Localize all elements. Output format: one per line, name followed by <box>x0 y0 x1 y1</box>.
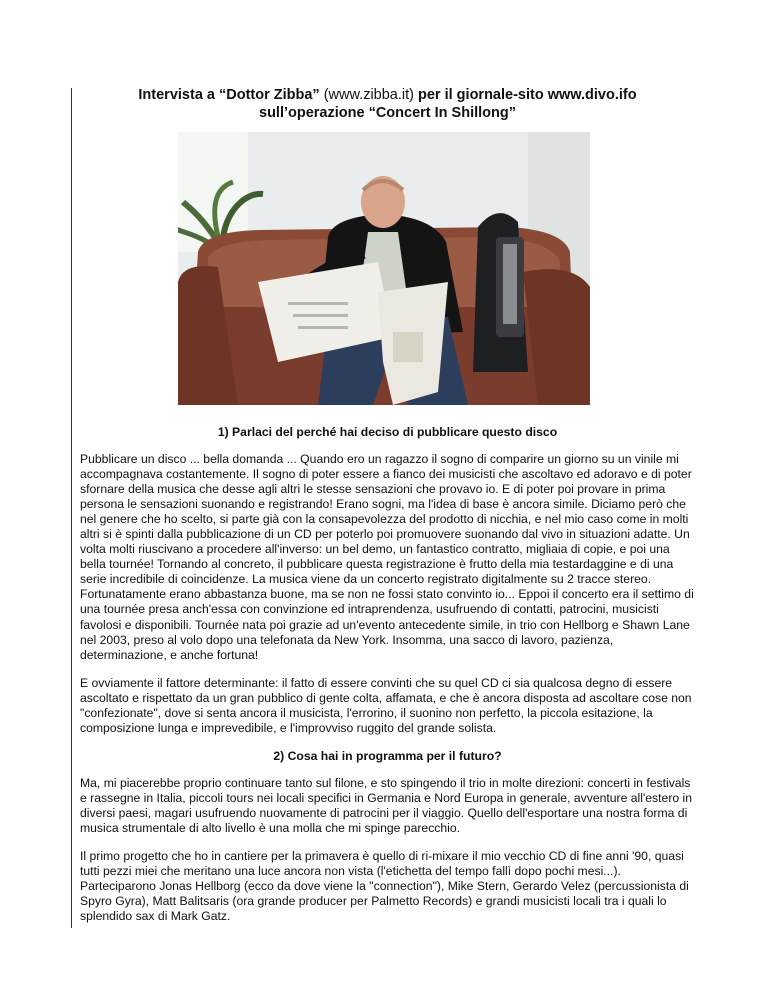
question-2: 2) Cosa hai in programma per il futuro? <box>273 748 502 763</box>
question-1: 1) Parlaci del perché hai deciso di pubblicare questo disco <box>217 425 558 439</box>
answer-1-paragraph-1: Pubblicare un disco ... bella domanda ... Quando ero un ragazzo il sogno di comparire un giorno su un vinile mi accompagnava costantemente. Il sogno di poter essere a fianco dei musicisti che ascoltavo ed adoravo e di poter sfornare della musica che desse agli altri le stesse sensazioni che provavo io. E di poter poi provare in prima persona le sensazioni suonando e registrando! Erano sogni, ma l'idea di base è ancora simile. Diciamo però che nel genere che ho scelto, si parte già con la consapevolezza del prodotto di nicchia, e nel mio caso come in molti altri si è spinti dalla pubblicazione di un CD per poterlo poi promuovere suonando dal vivo in situazioni adatte. Un volta molti riuscivano a procedere all'inverso: un bel demo, un fantastico contratto, migliaia di copie, e poi una bella tournée! Tornando al concreto, il pubblicare questa registrazione è frutto della mia testardaggine e di una serie incredibile di coincidenze. La musica viene da un concerto registrato digitalmente su 2 tracce stereo. Fortunatamente erano abbastanza buone, ma se non ne fossi stato convinto io... Eppoi il concerto era il settimo di una tournée presa anch'essa con convinzione ed intraprendenza, usufruendo di contatti, patrocini, musicisti favolosi e disponibili. Tournée nata poi grazie ad un'evento antecedente simile, in trio con Hellborg e Shawn Lane nel 2003, preso al volo dopo una telefonata da New York. Insomma, una sacco di lavoro, pazienza, determinazione, e anche fortuna! <box>80 452 694 662</box>
article-body <box>80 425 695 937</box>
interview-photo <box>178 132 590 405</box>
article-title <box>80 86 695 122</box>
title-bold-part: Intervista a “Dottor Zibba” <box>138 87 320 103</box>
answer-2-paragraph-1: Ma, mi piacerebbe proprio continuare tanto sul filone, e sto spingendo il trio in molte direzioni: concerti in festivals e rassegne in Italia, piccoli tours nei locali specifici in Germania e Nord Europa in generale, avventure all'estero in diversi paesi, magari usufruendo nuovamente di patrocini per il viaggio. Quello dell'esportare una nostra forma di musica strumentale di alto livello è una molla che mi spinge parecchio. <box>80 775 693 835</box>
title-url-part: (www.zibba.it) <box>319 87 418 103</box>
answer-1-paragraph-2: E ovviamente il fattore determinante: il fatto di essere convinti che su quel CD ci sia qualcosa degno di essere ascoltato e rispettato da un gran pubblico di gente colta, affamata, e che è ancora disposta ad ascoltare cose non "confezionate", dove si senta ancora il musicista, l'errorino, il suonino non perfetto, la piccola esitazione, la composizione lunga e imprevedibile, e l'improvviso ruggito del grande solista. <box>80 675 692 735</box>
answer-2-paragraph-2: Il primo progetto che ho in cantiere per la primavera è quello di ri-mixare il mio vecchio CD di fine anni '90, quasi tutti pezzi miei che meritano una luce ancora non vista (l'etichetta del tempo fallì dopo pochi mesi...). Parteciparono Jonas Hellborg (ecco da dove viene la "connection"), Mike Stern, Gerardo Velez (percussionista di Spyro Gyra), Matt Balitsaris (ora grande producer per Palmetto Records) e grandi musicisti locali tra i quali lo splendido sax di Mark Gatz. <box>80 849 689 924</box>
title-line-1 <box>80 86 695 104</box>
title-bold-part-2: per il giornale-sito www.divo.ifo <box>418 87 637 103</box>
left-margin-rule <box>71 88 72 928</box>
photo-illustration <box>178 132 590 405</box>
title-line-2: sull’operazione “Concert In Shillong” <box>259 105 516 121</box>
